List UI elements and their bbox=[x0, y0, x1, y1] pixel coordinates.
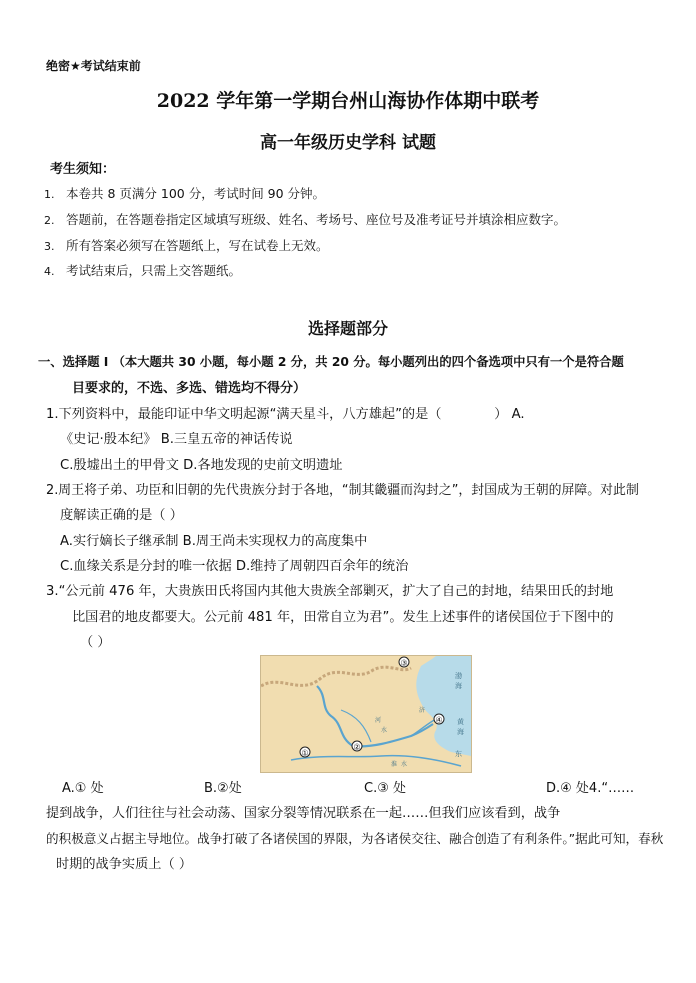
notice-number: 3. bbox=[44, 240, 55, 253]
question-2-stem: 2.周王将子弟、功臣和旧朝的先代贵族分封于各地，“制其畿疆而沟封之”，封国成为王朝的屏障。对此制 bbox=[46, 483, 639, 498]
marker-1-label: ① bbox=[301, 748, 309, 758]
marker-2-label: ② bbox=[353, 742, 361, 752]
question-1-options-line2: C.殷墟出土的甲骨文 D.各地发现的史前文明遗址 bbox=[60, 458, 343, 473]
question-1-stem: 1.下列资料中，最能印证中华文明起源“满天星斗，八方雄起”的是（ ） A. bbox=[46, 407, 525, 422]
question-4-blank: 时期的战争实质上（ ） bbox=[56, 857, 193, 872]
notice-number: 4. bbox=[44, 265, 55, 278]
part-instruction-line2: 目要求的，不选、多选、错选均不得分） bbox=[72, 381, 307, 396]
river-label: 水 bbox=[401, 761, 408, 768]
river-label: 河 bbox=[375, 717, 382, 724]
marker-3-label: ③ bbox=[400, 658, 408, 668]
question-3-option-b: B.②处 bbox=[204, 781, 242, 796]
notice-item bbox=[44, 210, 566, 228]
question-2-options-line2: C.血缘关系是分封的唯一依据 D.维持了周朝四百余年的统治 bbox=[60, 559, 409, 574]
sea-label: 海 bbox=[455, 682, 462, 690]
question-3-stem-cont: 比国君的地皮都要大。公元前 481 年，田常自立为君”。发生上述事件的诸侯国位于下图中的 bbox=[72, 610, 614, 625]
notice-item bbox=[44, 184, 325, 202]
confidential-mark: 绝密★考试结束前 bbox=[46, 59, 141, 73]
sea-label: 渤 bbox=[455, 672, 462, 680]
question-3-stem: 3.“公元前 476 年，大贵族田氏将国内其他大贵族全部剿灭，扩大了自己的封地，结果田氏的封地 bbox=[46, 584, 614, 599]
map-figure bbox=[261, 656, 471, 772]
historical-map bbox=[260, 655, 472, 773]
question-1-options-line1: 《史记·殷本纪》 B.三皇五帝的神话传说 bbox=[60, 432, 293, 447]
question-4-stem: 提到战争，人们往往与社会动荡、国家分裂等情况联系在一起……但我们应该看到，战争 bbox=[46, 806, 561, 821]
question-4-stem-cont: 的积极意义占据主导地位。战争打破了各诸侯国的界限，为各诸侯交往、融合创造了有利条件。”据此可知，春秋 bbox=[46, 831, 664, 846]
question-3-blank: （ ） bbox=[80, 635, 111, 650]
sea-label: 海 bbox=[457, 728, 464, 736]
notice-item bbox=[44, 261, 241, 279]
river-label: 淮 bbox=[391, 761, 398, 768]
question-3-option-c: C.③ 处 bbox=[364, 781, 406, 796]
notice-text: 本卷共 8 页满分 100 分，考试时间 90 分钟。 bbox=[66, 186, 326, 201]
notice-text: 考试结束后，只需上交答题纸。 bbox=[66, 263, 242, 278]
part-instruction-line1: 一、选择题 I （本大题共 30 小题，每小题 2 分，共 20 分。每小题列出的四个备选项中只有一个是符合题 bbox=[38, 355, 624, 369]
question-2-stem-cont: 度解读正确的是（ ） bbox=[60, 508, 183, 523]
notice-item bbox=[44, 236, 329, 254]
notice-heading: 考生须知： bbox=[50, 162, 116, 177]
exam-title: 2022 学年第一学期台州山海协作体期中联考 bbox=[156, 90, 540, 112]
exam-subtitle: 高一年级历史学科 试题 bbox=[260, 133, 436, 153]
notice-text: 所有答案必须写在答题纸上，写在试卷上无效。 bbox=[66, 238, 329, 253]
sea-label: 黄 bbox=[457, 718, 464, 726]
marker-4-label: ④ bbox=[435, 715, 443, 725]
section-title: 选择题部分 bbox=[307, 319, 388, 338]
notice-text: 答题前，在答题卷指定区域填写班级、姓名、考场号、座位号及准考证号并填涂相应数字。 bbox=[66, 212, 567, 227]
river-label: 济 bbox=[419, 707, 426, 714]
notice-number: 1. bbox=[44, 188, 55, 201]
question-3-option-d: D.④ 处4.“…… bbox=[546, 781, 635, 796]
river-label: 水 bbox=[381, 727, 388, 734]
question-2-options-line1: A.实行嫡长子继承制 B.周王尚未实现权力的高度集中 bbox=[60, 534, 368, 549]
question-3-option-a: A.① 处 bbox=[62, 781, 104, 796]
notice-number: 2. bbox=[44, 214, 55, 227]
sea-label: 东 bbox=[455, 750, 462, 758]
